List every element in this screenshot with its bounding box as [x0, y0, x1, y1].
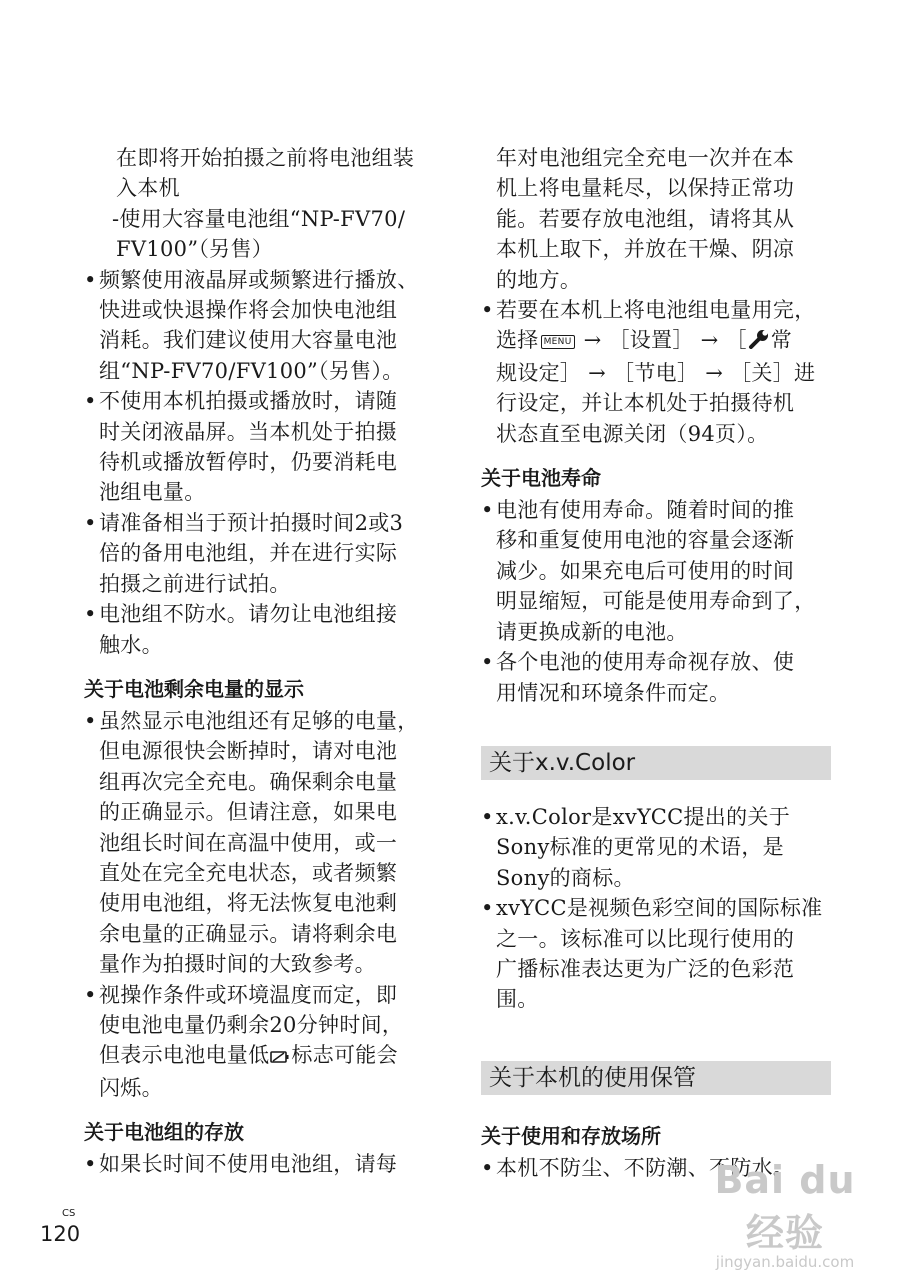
- xvcolor-section-title: 关于x.v.Color: [481, 746, 831, 780]
- list-item-line: 池组电量。: [99, 480, 206, 505]
- list-item-line: 行设定，并让本机处于拍摄待机: [496, 391, 795, 416]
- list-item-line: 年对电池组完全充电一次并在本: [496, 146, 795, 170]
- list-item-line: 围。: [496, 987, 539, 1012]
- list-item-line: 组“NP-FV70/FV100”（另售）。: [99, 358, 404, 383]
- list-item-line: 机上将电量耗尽，以保持正常功: [496, 176, 795, 201]
- list-item-text: 但表示电池电量低: [99, 1043, 270, 1068]
- battery-life-heading: 关于电池寿命: [481, 466, 601, 491]
- list-item-line: [481, 325, 831, 357]
- list-item: • 本机不防尘、不防潮、不防水。: [481, 1153, 831, 1183]
- list-item-line: Sony的商标。: [496, 865, 635, 890]
- list-item-line: 闪烁。: [99, 1075, 163, 1100]
- list-item-line: 组再次完全充电。确保剩余电量: [99, 769, 398, 794]
- right-column: [481, 143, 831, 1183]
- list-item: • xvYCC是视频色彩空间的国际标准: [481, 893, 831, 923]
- location-heading: 关于使用和存放场所: [481, 1123, 661, 1148]
- list-item-line: 明显缩短，可能是使用寿命到了，: [496, 589, 816, 614]
- battery-life-list: [481, 495, 831, 708]
- storage-heading: 关于电池组的存放: [84, 1120, 244, 1145]
- list-item-line: 使用电池组，将无法恢复电池剩: [99, 891, 398, 916]
- list-item-text: 常: [770, 328, 793, 353]
- list-item: • x.v.Color是xvYCC提出的关于: [481, 802, 831, 832]
- list-item-text: 选择: [496, 328, 539, 353]
- list-item-line: 直处在完全充电状态，或者频繁: [99, 860, 398, 885]
- page-number: 120: [40, 1222, 81, 1246]
- list-item: • 若要在本机上将电池组电量用完，: [481, 295, 831, 325]
- list-item: • 电池组不防水。请勿让电池组接: [84, 599, 434, 629]
- left-column: [84, 143, 434, 1180]
- list-item-line: 用情况和环境条件而定。: [496, 680, 731, 705]
- list-item-line: 减少。如果充电后可使用的时间: [496, 558, 795, 583]
- list-item: • 虽然显示电池组还有足够的电量，: [84, 706, 434, 736]
- dash-item-line: -使用大容量电池组“NP-FV70/: [112, 206, 406, 231]
- list-item-line: 规设定］ → ［节电］ → ［关］进: [496, 360, 816, 385]
- watermark-url: jingyan.baidu.com: [715, 1253, 855, 1271]
- list-item-line: Sony标准的更常见的术语，是: [496, 835, 784, 860]
- list-item-line: 使电池电量仍剩余20分钟时间，: [99, 1012, 404, 1037]
- list-item-line: 触水。: [99, 632, 163, 657]
- list-item-line: 的地方。: [496, 267, 582, 292]
- list-item-line: 的正确显示。但请注意，如果电: [99, 800, 398, 825]
- list-item-text: 标志可能会: [291, 1043, 398, 1068]
- language-code: CS: [62, 1208, 76, 1219]
- list-item-line: [84, 1040, 434, 1072]
- list-item: • 请准备相当于预计拍摄时间2或3: [84, 508, 434, 538]
- battery-tips-list: [84, 265, 434, 660]
- list-item-line: 余电量的正确显示。请将剩余电: [99, 921, 398, 946]
- list-item-line: 移和重复使用电池的容量会逐渐: [496, 528, 795, 553]
- list-item-line: 快进或快退操作将会加快电池组: [99, 298, 398, 323]
- care-section-title: 关于本机的使用保管: [481, 1061, 831, 1095]
- list-item-line: 待机或播放暂停时，仍要消耗电: [99, 450, 398, 475]
- list-item: • 各个电池的使用寿命视存放、使: [481, 647, 831, 677]
- list-item: • 如果长时间不使用电池组，请每: [84, 1149, 434, 1179]
- list-item-line: 请更换成新的电池。: [496, 619, 688, 644]
- list-item-text: → ［设置］ → ［: [576, 328, 747, 353]
- list-item: • 不使用本机拍摄或播放时，请随: [84, 386, 434, 416]
- list-item-line: 广播标准表达更为广泛的色彩范: [496, 956, 795, 981]
- intro-line: 入本机: [116, 176, 180, 201]
- list-item: • 频繁使用液晶屏或频繁进行播放、: [84, 265, 434, 295]
- list-item-line: 能。若要存放电池组，请将其从: [496, 206, 795, 231]
- list-item: • 视操作条件或环境温度而定，即: [84, 980, 434, 1010]
- list-item-line: 状态直至电源关闭（94页）。: [496, 421, 769, 446]
- list-item-line: 之一。该标准可以比现行使用的: [496, 926, 795, 951]
- watermark-logo: Bai du 经验: [714, 1158, 856, 1255]
- list-item-line: 拍摄之前进行试拍。: [99, 571, 291, 596]
- list-item-line: 倍的备用电池组，并在进行实际: [99, 541, 398, 566]
- watermark: [690, 1158, 880, 1271]
- list-item-line: 消耗。我们建议使用大容量电池: [99, 328, 398, 353]
- list-item-line: 池组长时间在高温中使用，或一: [99, 830, 398, 855]
- list-item-line: 量作为拍摄时间的大致参考。: [99, 952, 376, 977]
- remaining-charge-list: [84, 706, 434, 1103]
- menu-icon: MENU: [541, 335, 575, 349]
- remaining-charge-heading: 关于电池剩余电量的显示: [84, 676, 304, 701]
- wrench-icon: [748, 327, 770, 357]
- xvcolor-list: [481, 802, 831, 1015]
- list-item-line: 时关闭液晶屏。当本机处于拍摄: [99, 419, 398, 444]
- intro-line: 在即将开始拍摄之前将电池组装: [116, 146, 415, 170]
- list-item-line: 本机上取下，并放在干燥、阴凉: [496, 237, 795, 262]
- list-item-line: 但电源很快会断掉时，请对电池: [99, 739, 398, 764]
- dash-item-line: FV100”（另售）: [116, 237, 274, 262]
- low-battery-icon: [270, 1042, 290, 1072]
- list-item: • 电池有使用寿命。随着时间的推: [481, 495, 831, 525]
